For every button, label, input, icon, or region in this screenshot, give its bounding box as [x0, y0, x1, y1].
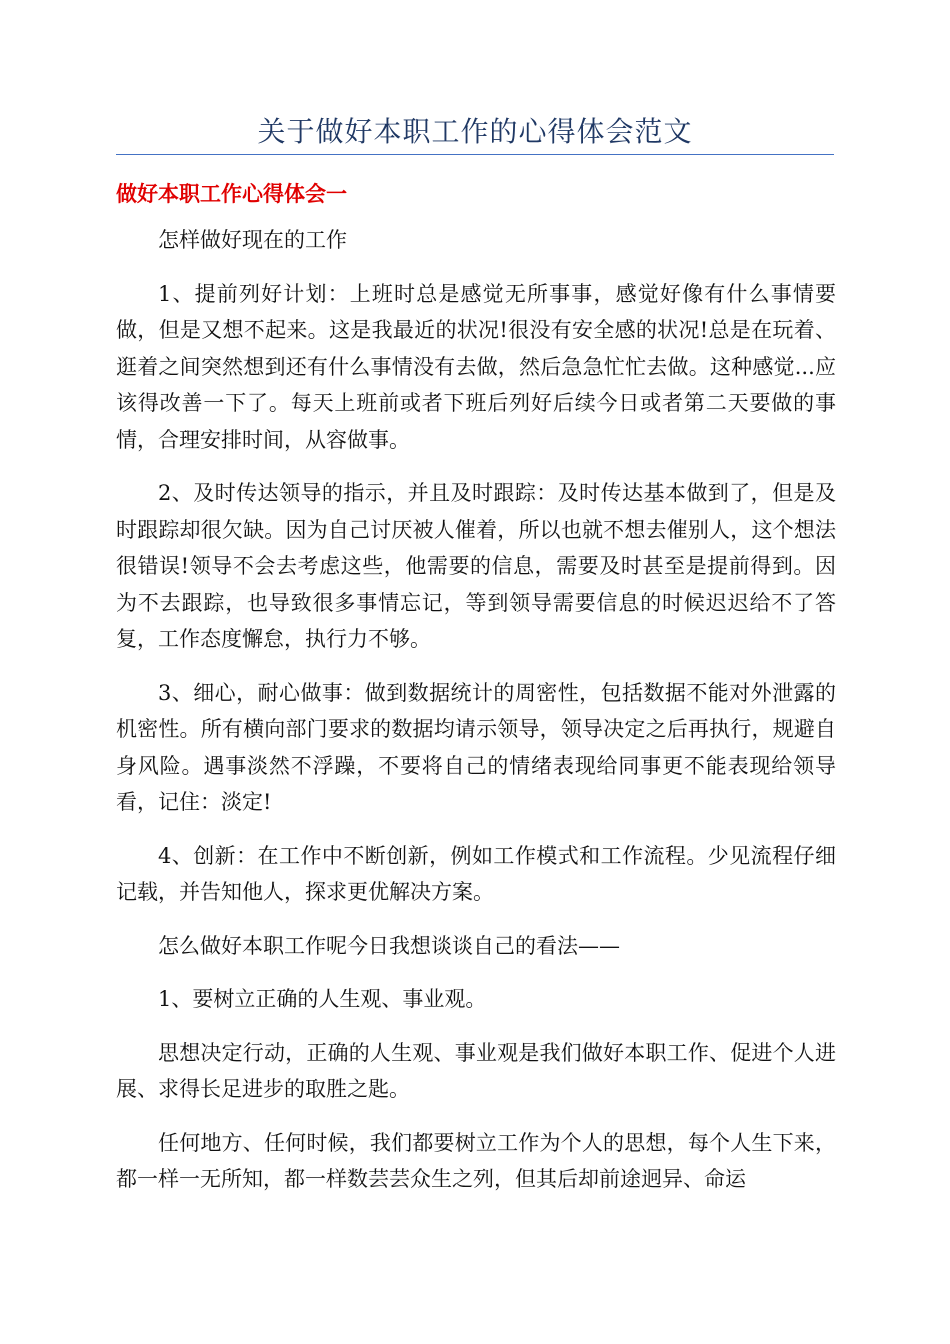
paragraph: 4、创新：在工作中不断创新，例如工作模式和工作流程。少见流程仔细记载，并告知他人，探求更优解决方案。 [116, 843, 836, 904]
paragraph: 1、提前列好计划：上班时总是感觉无所事事，感觉好像有什么事情要做，但是又想不起来。这是我最近的状况!很没有安全感的状况!总是在玩着、逛着之间突然想到还有什么事情没有去做，然后急急忙忙去做。这种感觉...应该得改善一下了。每天上班前或者下班后列好后续今日或者第二天要做的事情，合理安排时间，从容做事。 [116, 281, 836, 452]
paragraph: 2、及时传达领导的指示，并且及时跟踪：及时传达基本做到了，但是及时跟踪却很欠缺。因为自己讨厌被人催着，所以也就不想去催别人，这个想法很错误!领导不会去考虑这些，他需要的信息，需要及时甚至是提前得到。因为不去跟踪，也导致很多事情忘记，等到领导需要信息的时候迟迟给不了答复，工作态度懈怠，执行力不够。 [116, 481, 836, 651]
paragraph: 怎么做好本职工作呢今日我想谈谈自己的看法—— [158, 933, 620, 958]
paragraph: 怎样做好现在的工作 [158, 228, 347, 252]
title-underline [116, 154, 834, 155]
paragraph: 1、要树立正确的人生观、事业观。 [158, 987, 487, 1011]
section-heading: 做好本职工作心得体会一 [116, 182, 347, 206]
paragraph: 任何地方、任何时候，我们都要树立工作为个人的思想，每个人生下来，都一样一无所知，都一样数芸芸众生之列，但其后却前途迥异、命运 [116, 1130, 836, 1191]
paragraph: 思想决定行动，正确的人生观、事业观是我们做好本职工作、促进个人进展、求得长足进步的取胜之匙。 [116, 1040, 836, 1101]
paragraph: 3、细心，耐心做事：做到数据统计的周密性，包括数据不能对外泄露的机密性。所有横向部门要求的数据均请示领导，领导决定之后再执行，规避自身风险。遇事淡然不浮躁，不要将自己的情绪表现给同事更不能表现给领导看，记住：淡定! [116, 680, 836, 814]
document-title: 关于做好本职工作的心得体会范文 [257, 115, 693, 148]
document-body [116, 222, 836, 1215]
